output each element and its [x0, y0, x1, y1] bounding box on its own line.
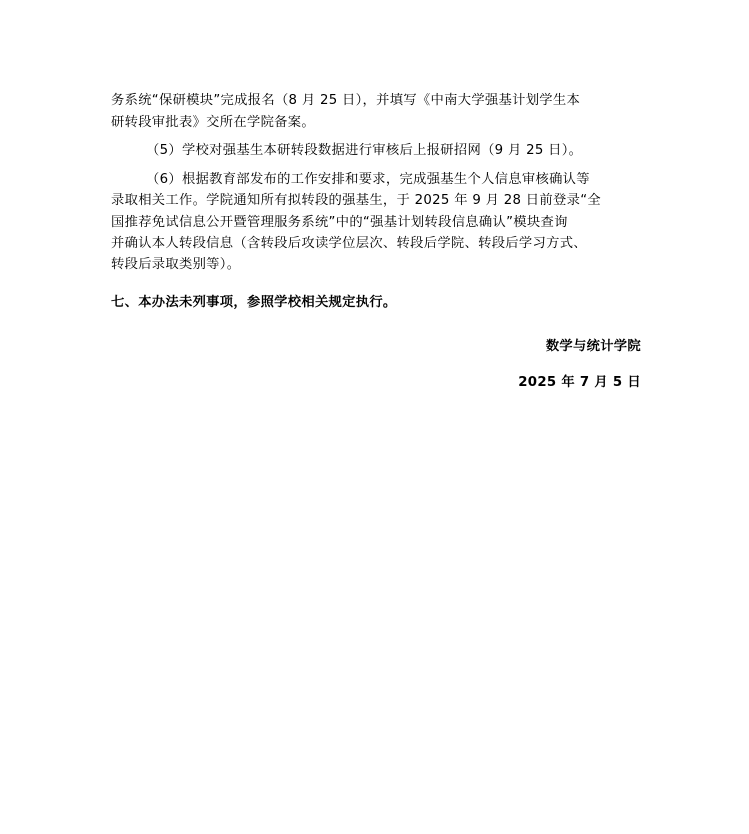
item-6-line: 转段后录取类别等）。 — [111, 257, 241, 272]
item-6-line: 国推荐免试信息公开暨管理服务系统”中的“强基计划转段信息确认”模块查询 — [111, 215, 568, 230]
item-5-line: （5）学校对强基生本研转段数据进行审核后上报研招网（9 月 25 日）。 — [146, 143, 583, 158]
item-6-line: 录取相关工作。学院通知所有拟转段的强基生，于 2025 年 9 月 28 日前登录“全 — [111, 193, 601, 208]
item-6-line: （6）根据教育部发布的工作安排和要求，完成强基生个人信息审核确认等 — [146, 172, 590, 187]
paragraph-line: 务系统“保研模块”完成报名（8 月 25 日），并填写《中南大学强基计划学生本 — [111, 93, 581, 108]
signature-organization: 数学与统计学院 — [545, 339, 641, 354]
paragraph-line: 研转段审批表》交所在学院备案。 — [111, 115, 315, 130]
signature-date: 2025 年 7 月 5 日 — [518, 375, 641, 390]
item-6-line: 并确认本人转段信息（含转段后攻读学位层次、转段后学院、转段后学习方式、 — [111, 236, 587, 251]
section-7-heading: 七、本办法未列事项，参照学校相关规定执行。 — [111, 295, 397, 310]
